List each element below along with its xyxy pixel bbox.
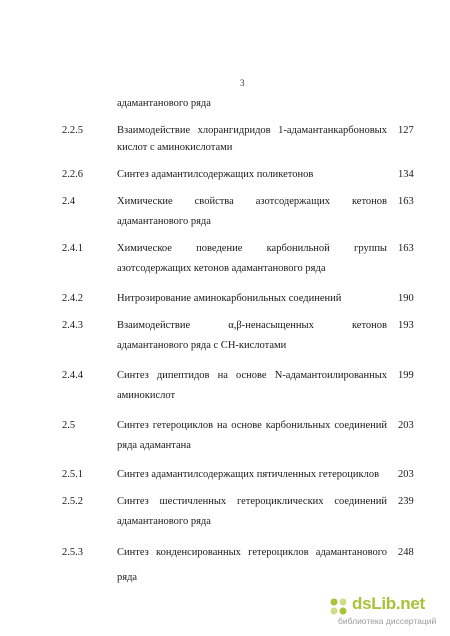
toc-page-number: 193 [398, 320, 414, 331]
toc-entry-title: Взаимодействие хлорангидридов 1-адамантанкарбоновых [117, 125, 387, 136]
toc-entry-title: кислот с аминокислотами [117, 142, 233, 153]
toc-line [0, 571, 450, 585]
toc-line [0, 389, 450, 403]
watermark-tagline: библиотека диссертаций [338, 616, 437, 626]
toc-line [0, 242, 450, 256]
toc-page-number: 239 [398, 496, 414, 507]
toc-entry-title: Синтез дипептидов на основе N-адамантоилированных [117, 370, 387, 381]
toc-line [0, 195, 450, 209]
toc-entry-title: Нитрозирование аминокарбонильных соединений [117, 293, 342, 304]
toc-line [0, 339, 450, 353]
toc-entry-title: ряда [117, 572, 138, 583]
toc-page-number: 127 [398, 125, 414, 136]
toc-entry-title: Взаимодействие α,β-ненасыщенных кетонов [117, 320, 387, 331]
watermark-logo [328, 594, 438, 628]
toc-line [0, 468, 450, 482]
toc-section-number: 2.5.3 [62, 547, 83, 558]
toc-line [0, 319, 450, 333]
toc-section-number: 2.4 [62, 196, 76, 207]
toc-page-number: 163 [398, 196, 414, 207]
toc-section-number: 2.2.5 [62, 125, 83, 136]
toc-entry-title: Химическое поведение карбонильной группы [117, 243, 387, 254]
toc-line [0, 515, 450, 529]
watermark-name: dsLib.net [352, 594, 425, 613]
toc-section-number: 2.4.2 [62, 293, 83, 304]
toc-section-number: 2.4.1 [62, 243, 83, 254]
toc-page-number: 199 [398, 370, 414, 381]
toc-page-number: 203 [398, 469, 414, 480]
toc-entry-title: Синтез конденсированных гетероциклов адамантанового [117, 547, 387, 558]
toc-line [0, 419, 450, 433]
toc-entry-title: ряда адамантана [117, 440, 191, 451]
toc-section-number: 2.5 [62, 420, 76, 431]
toc-page-number: 248 [398, 547, 414, 558]
toc-line [0, 546, 450, 560]
toc-page-number: 190 [398, 293, 414, 304]
toc-page-number: 163 [398, 243, 414, 254]
toc-line [0, 292, 450, 306]
toc-entry-title: Синтез адамантилсодержащих поликетонов [117, 169, 314, 180]
toc-line [0, 124, 450, 138]
toc-line [0, 168, 450, 182]
toc-page-number: 134 [398, 169, 414, 180]
toc-line [0, 97, 450, 111]
toc-line [0, 369, 450, 383]
toc-entry-title: Химические свойства азотсодержащих кетонов [117, 196, 387, 207]
toc-section-number: 2.5.2 [62, 496, 83, 507]
page-number: 3 [240, 78, 245, 88]
toc-line [0, 215, 450, 229]
toc-entry-title: Синтез шестичленных гетероциклических соединений [117, 496, 387, 507]
toc-entry-title: адамантанового ряда [117, 98, 211, 109]
toc-section-number: 2.2.6 [62, 169, 83, 180]
toc-section-number: 2.4.4 [62, 370, 83, 381]
toc-entry-title: аминокислот [117, 390, 176, 401]
toc-entry-title: адамантанового ряда [117, 216, 211, 227]
toc-line [0, 439, 450, 453]
toc-page-number: 203 [398, 420, 414, 431]
toc-entry-title: адамантанового ряда с СН-кислотами [117, 340, 287, 351]
dslib-logo-icon [328, 596, 350, 618]
toc-section-number: 2.5.1 [62, 469, 83, 480]
toc-line [0, 262, 450, 276]
toc-entry-title: азотсодержащих кетонов адамантанового ряда [117, 263, 326, 274]
toc-line [0, 495, 450, 509]
toc-line [0, 141, 450, 155]
toc-section-number: 2.4.3 [62, 320, 83, 331]
toc-entry-title: адамантанового ряда [117, 516, 211, 527]
toc-entry-title: Синтез адамантилсодержащих пятичленных гетероциклов [117, 469, 380, 480]
toc-entry-title: Синтез гетероциклов на основе карбонильных соединений [117, 420, 387, 431]
